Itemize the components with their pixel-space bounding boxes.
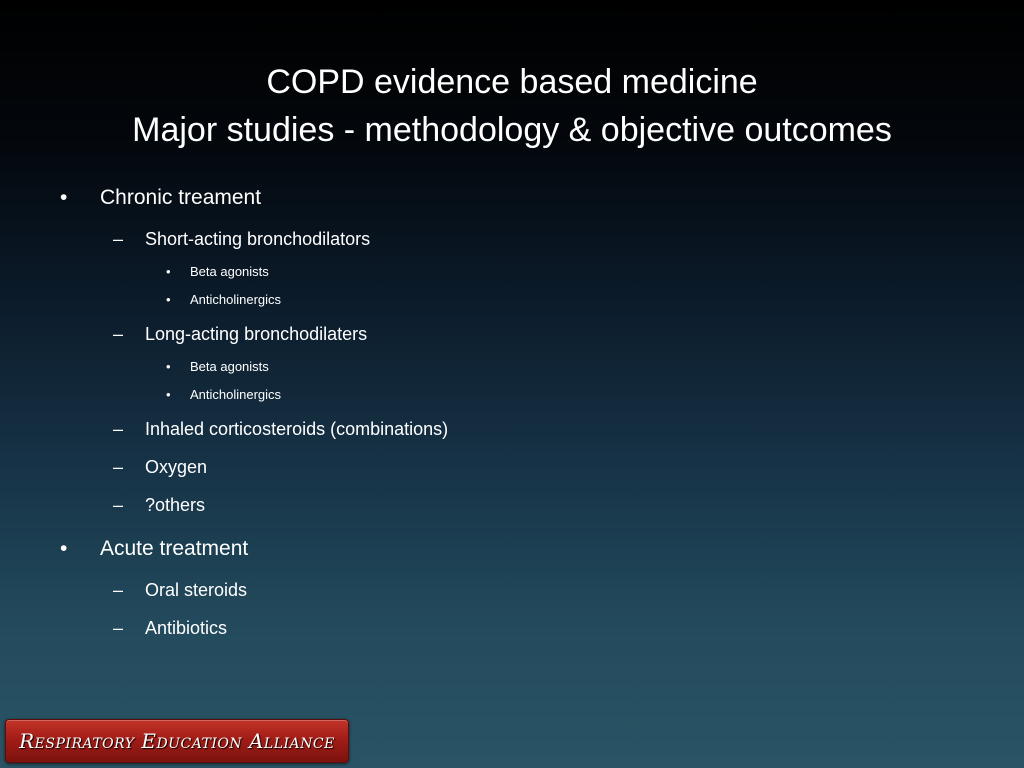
dash-marker: – <box>113 324 124 344</box>
sub-sub-bullet-beta-agonists: Beta agonists <box>190 264 269 279</box>
dash-marker: – <box>113 419 124 439</box>
sub-bullet-oxygen: Oxygen <box>145 457 208 477</box>
dash-marker: – <box>113 229 124 249</box>
sub-bullet-oral-steroids: Oral steroids <box>145 580 248 600</box>
small-bullet-marker: • <box>166 359 171 374</box>
sub-bullet-antibiotics: Antibiotics <box>145 618 228 638</box>
sub-sub-bullet-beta-agonists: Beta agonists <box>190 359 269 374</box>
sub-bullet-inhaled-corticosteroids: Inhaled corticosteroids (combinations) <box>145 419 449 439</box>
dash-marker: – <box>113 495 124 515</box>
small-bullet-marker: • <box>166 264 171 279</box>
title-line-1: COPD evidence based medicine <box>266 63 758 101</box>
title-line-2: Major studies - methodology & objective outcomes <box>132 111 892 149</box>
sub-sub-bullet-anticholinergics: Anticholinergics <box>190 387 282 402</box>
slide-title <box>0 58 1024 154</box>
small-bullet-marker: • <box>166 292 171 307</box>
bullet-chronic-treatment: Chronic treament <box>100 186 262 209</box>
bullet-marker: • <box>60 537 68 560</box>
small-bullet-marker: • <box>166 387 171 402</box>
dash-marker: – <box>113 457 124 477</box>
bullet-acute-treatment: Acute treatment <box>100 537 249 560</box>
sub-bullet-short-acting: Short-acting bronchodilators <box>145 229 371 249</box>
bullet-marker: • <box>60 186 68 209</box>
dash-marker: – <box>113 618 124 638</box>
logo-text: Respiratory Education Alliance <box>19 729 335 753</box>
respiratory-education-alliance-logo <box>5 719 349 763</box>
sub-sub-bullet-anticholinergics: Anticholinergics <box>190 292 282 307</box>
sub-bullet-long-acting: Long-acting bronchodilaters <box>145 324 368 344</box>
dash-marker: – <box>113 580 124 600</box>
sub-bullet-others: ?others <box>145 495 206 515</box>
